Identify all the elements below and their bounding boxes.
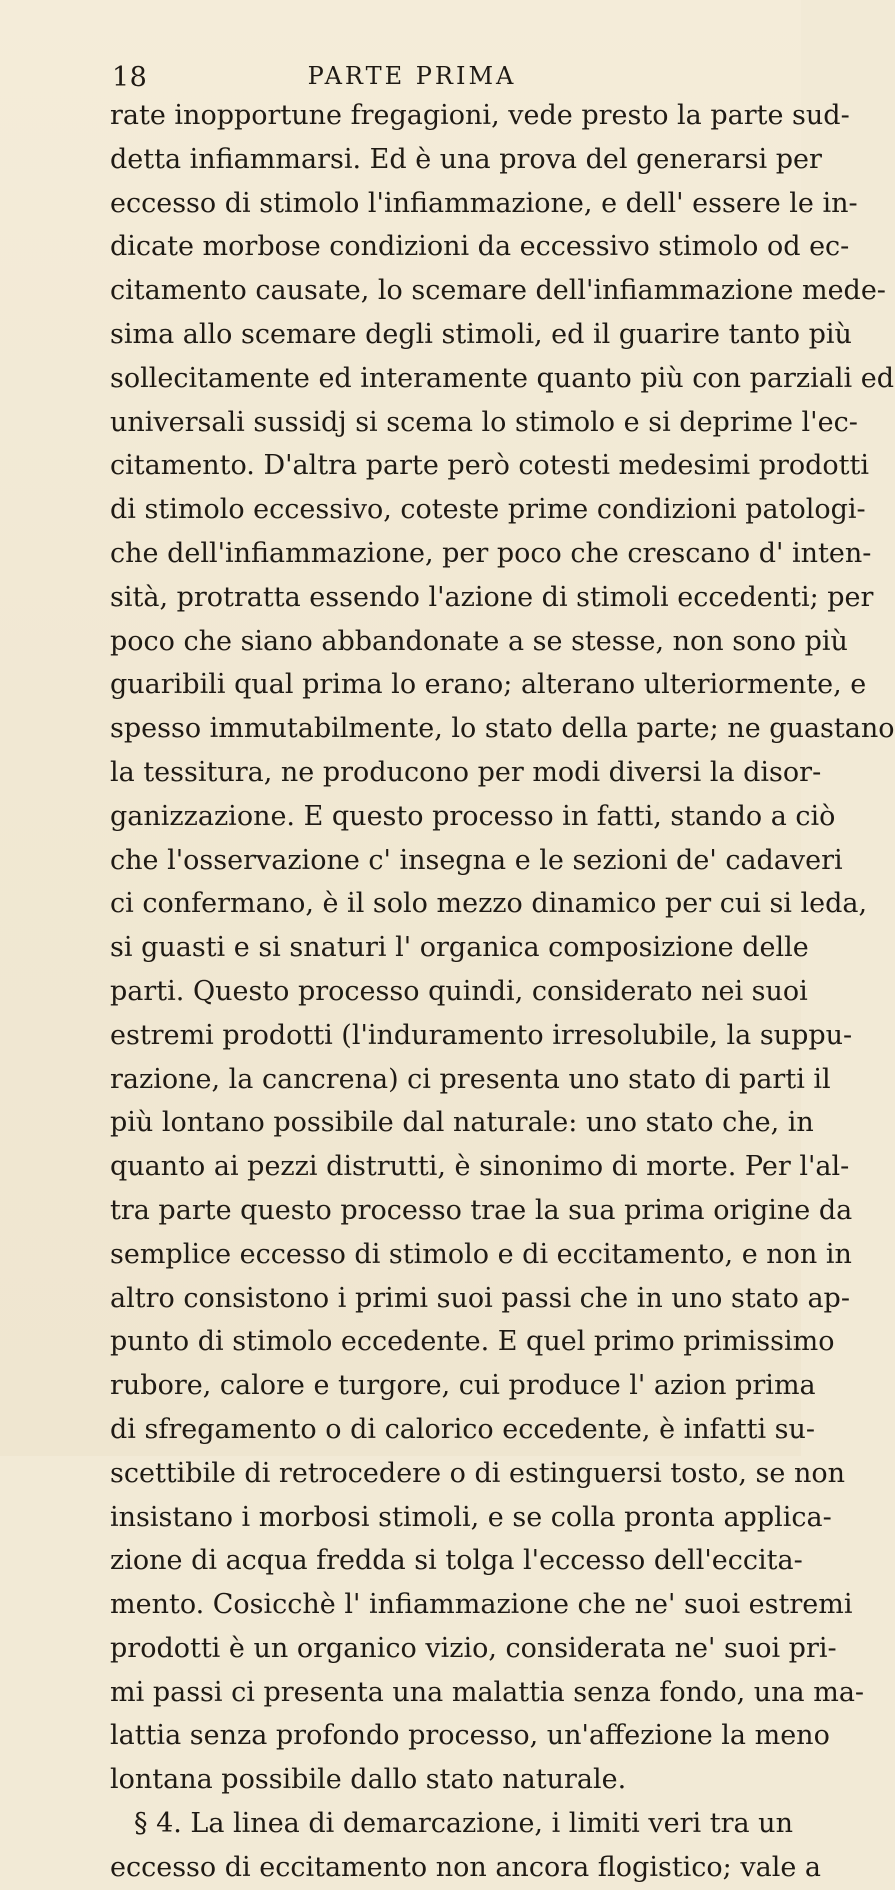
text-line: universali sussidj si scema lo stimolo e si deprime l'ec- xyxy=(110,406,858,438)
text-line: parti. Questo processo quindi, considerato nei suoi xyxy=(110,975,808,1007)
text-line: razione, la cancrena) ci presenta uno stato di parti il xyxy=(110,1063,831,1095)
text-line: che dell'infiammazione, per poco che crescano d' inten- xyxy=(110,537,872,569)
text-line: sima allo scemare degli stimoli, ed il guarire tanto più xyxy=(110,318,852,350)
text-line: ganizzazione. E questo processo in fatti, stando a ciò xyxy=(110,800,836,832)
running-head: PARTE PRIMA xyxy=(307,62,517,90)
text-line: lattia senza profondo processo, un'affezione la meno xyxy=(110,1720,830,1752)
text-line: di sfregamento o di calorico eccedente, è infatti su- xyxy=(110,1413,816,1445)
text-line: mi passi ci presenta una malattia senza fondo, una ma- xyxy=(110,1676,865,1708)
text-line: dicate morbose condizioni da eccessivo stimolo od ec- xyxy=(110,231,850,263)
text-line: scettibile di retrocedere o di estinguersi tosto, se non xyxy=(110,1457,845,1489)
text-line: detta infiammarsi. Ed è una prova del generarsi per xyxy=(110,143,822,175)
text-line: ci confermano, è il solo mezzo dinamico per cui si leda, xyxy=(110,888,868,920)
text-line: spesso immutabilmente, lo stato della parte; ne guastano xyxy=(110,713,895,745)
text-line: la tessitura, ne producono per modi diversi la disor- xyxy=(110,756,822,788)
text-line: si guasti e si snaturi l' organica composizione delle xyxy=(110,932,809,964)
text-line: punto di stimolo eccedente. E quel primo primissimo xyxy=(110,1326,835,1358)
text-line: che l'osservazione c' insegna e le sezioni de' cadaveri xyxy=(110,844,843,876)
text-line: eccesso di eccitamento non ancora flogistico; vale a xyxy=(110,1851,822,1883)
text-line: semplice eccesso di stimolo e di eccitamento, e non in xyxy=(110,1238,852,1270)
text-line: lontana possibile dallo stato naturale. xyxy=(110,1764,627,1796)
text-line: zione di acqua fredda si tolga l'eccesso dell'eccita- xyxy=(110,1545,803,1577)
text-line: rate inopportune fregagioni, vede presto la parte sud- xyxy=(110,100,850,131)
text-line: mento. Cosicchè l' infiammazione che ne' suoi estremi xyxy=(110,1589,853,1621)
text-line: quanto ai pezzi distrutti, è sinonimo di morte. Per l'al- xyxy=(110,1151,850,1183)
section-line: § 4. La linea di demarcazione, i limiti veri tra un xyxy=(134,1808,793,1840)
text-line: guaribili qual prima lo erano; alterano ulteriormente, e xyxy=(110,669,867,701)
text-line: tra parte questo processo trae la sua prima origine da xyxy=(110,1194,853,1226)
text-line: più lontano possibile dal naturale: uno stato che, in xyxy=(110,1107,814,1139)
text-line: prodotti è un organico vizio, considerata ne' suoi pri- xyxy=(110,1632,837,1664)
text-line: rubore, calore e turgore, cui produce l' azion prima xyxy=(110,1370,816,1402)
page-number: 18 xyxy=(112,62,148,93)
text-line: insistano i morbosi stimoli, e se colla pronta applica- xyxy=(110,1501,832,1533)
text-line: sità, protratta essendo l'azione di stimoli eccedenti; per xyxy=(110,581,874,613)
text-line: sollecitamente ed interamente quanto più con parziali ed xyxy=(110,362,894,394)
text-line: altro consistono i primi suoi passi che in uno stato ap- xyxy=(110,1282,850,1314)
text-line: di stimolo eccessivo, coteste prime condizioni patologi- xyxy=(110,494,866,526)
text-line: eccesso di stimolo l'infiammazione, e dell' essere le in- xyxy=(110,187,858,219)
text-line: poco che siano abbandonate a se stesse, non sono più xyxy=(110,625,848,657)
text-line: citamento. D'altra parte però cotesti medesimi prodotti xyxy=(110,450,870,482)
text-line: estremi prodotti (l'induramento irresolubile, la suppu- xyxy=(110,1019,853,1051)
text-line: citamento causate, lo scemare dell'infiammazione mede- xyxy=(110,275,886,307)
body-text xyxy=(110,94,895,1890)
